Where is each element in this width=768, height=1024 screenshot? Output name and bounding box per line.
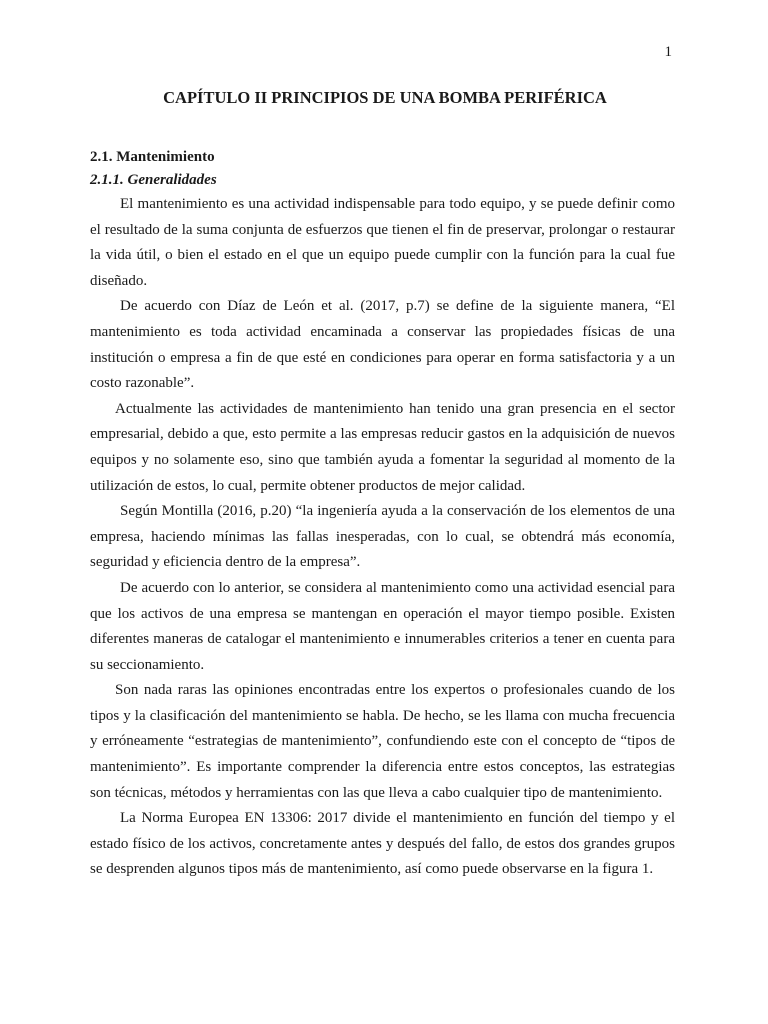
paragraph: Según Montilla (2016, p.20) “la ingeniería ayuda a la conservación de los elementos de una empresa, haciendo mínimas las fallas inesperadas, con lo cual, se obtendrá más economía, seguridad y eficiencia dentro de la empresa”.	[90, 503, 675, 571]
subsection-heading: 2.1.1. Generalidades	[90, 172, 217, 188]
paragraph: Actualmente las actividades de mantenimiento han tenido una gran presencia en el sector empresarial, debido a que, esto permite a las empresas reducir gastos en la adquisición de nuevos equipos y no solamente eso, sino que también ayuda a fomentar la seguridad al momento de la utilización de estos, lo cual, permite obtener productos de mejor calidad.	[90, 400, 675, 494]
paragraph: Son nada raras las opiniones encontradas entre los expertos o profesionales cuando de los tipos y la clasificación del mantenimiento se habla. De hecho, se les llama con mucha frecuencia y erróneamente “estrategias de mantenimiento”, confundiendo este con el concepto de “tipos de mantenimiento”. Es importante comprender la diferencia entre estos conceptos, las estrategias son técnicas, métodos y herramientas con las que lleva a cabo cualquier tipo de mantenimiento.	[90, 682, 675, 801]
section-heading: 2.1. Mantenimiento	[90, 149, 215, 165]
page-number: 1	[664, 44, 672, 60]
paragraph: De acuerdo con Díaz de León et al. (2017, p.7) se define de la siguiente manera, “El mantenimiento es toda actividad encaminada a conservar las propiedades físicas de una institución o empresa a fin de que esté en condiciones para operar en forma satisfactoria y a un costo razonable”.	[90, 298, 675, 392]
paragraph: De acuerdo con lo anterior, se considera al mantenimiento como una actividad esencial para que los activos de una empresa se mantengan en operación el mayor tiempo posible. Existen diferentes maneras de catalogar el mantenimiento e innumerables criterios a tener en cuenta para su seccionamiento.	[90, 579, 675, 673]
chapter-title: CAPÍTULO II PRINCIPIOS DE UNA BOMBA PERIFÉRICA	[163, 88, 607, 107]
paragraph: La Norma Europea EN 13306: 2017 divide el mantenimiento en función del tiempo y el estado físico de los activos, concretamente antes y después del fallo, de estos dos grandes grupos se desprenden algunos tipos más de mantenimiento, así como puede observarse en la figura 1.	[90, 810, 675, 878]
paragraph: El mantenimiento es una actividad indispensable para todo equipo, y se puede definir como el resultado de la suma conjunta de esfuerzos que tienen el fin de preservar, prolongar o restaurar la vida útil, o bien el estado en el que un equipo puede cumplir con la función para la cual fue diseñado.	[90, 196, 675, 289]
document-body	[90, 146, 675, 883]
